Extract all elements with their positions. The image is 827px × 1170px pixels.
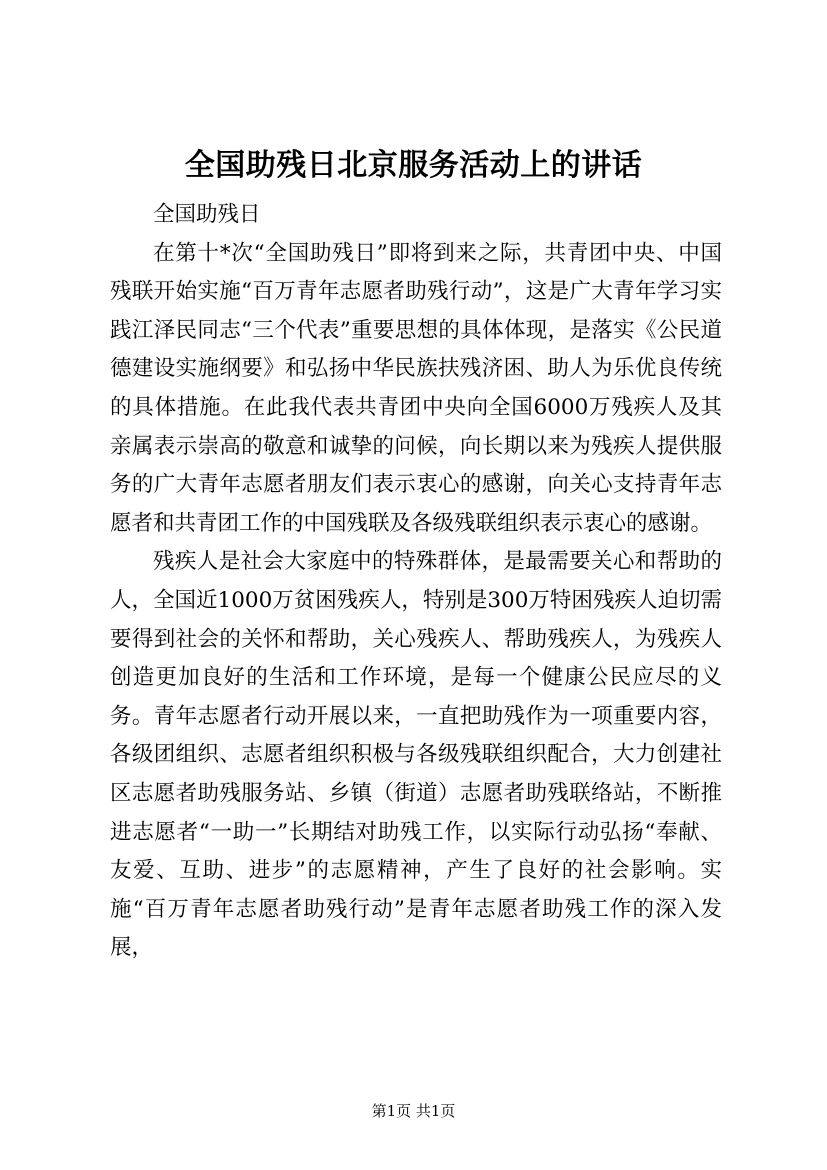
document-title: 全国助残日北京服务活动上的讲话 [184, 148, 643, 183]
paragraph-1: 在第十*次“全国助残日”即将到来之际，共青团中央、中国残联开始实施“百万青年志愿者助残行动”，这是广大青年学习实践江泽民同志“三个代表”重要思想的具体体现，是落实《公民道德建设实施纲要》和弘扬中华民族扶残济困、助人为乐优良传统的具体措施。在此我代表共青团中央向全国6000万残疾人及其亲属表示崇高的敬意和诚挚的问候，向长期以来为残疾人提供服务的广大青年志愿者朋友们表示衷心的感谢，向关心支持青年志愿者和共青团工作的中国残联及各级残联组织表示衷心的感谢。 [110, 240, 722, 536]
paragraph-2: 残疾人是社会大家庭中的特殊群体，是最需要关心和帮助的人，全国近1000万贫困残疾人，特别是300万特困残疾人迫切需要得到社会的关怀和帮助，关心残疾人、帮助残疾人，为残疾人创造更加良好的生活和工作环境，是每一个健康公民应尽的义务。青年志愿者行动开展以来，一直把助残作为一项重要内容，各级团组织、志愿者组织积极与各级残联组织配合，大力创建社区志愿者助残服务站、乡镇（街道）志愿者助残联络站，不断推进志愿者“一助一”长期结对助残工作，以实际行动弘扬“奉献、友爱、互助、进步”的志愿精神，产生了良好的社会影响。实施“百万青年志愿者助残行动”是青年志愿者助残工作的深入发展， [110, 549, 722, 961]
page-footer: 第1页 共1页 [371, 1102, 456, 1120]
paragraph-subtitle: 全国助残日 [153, 202, 261, 227]
document-body [110, 196, 722, 968]
